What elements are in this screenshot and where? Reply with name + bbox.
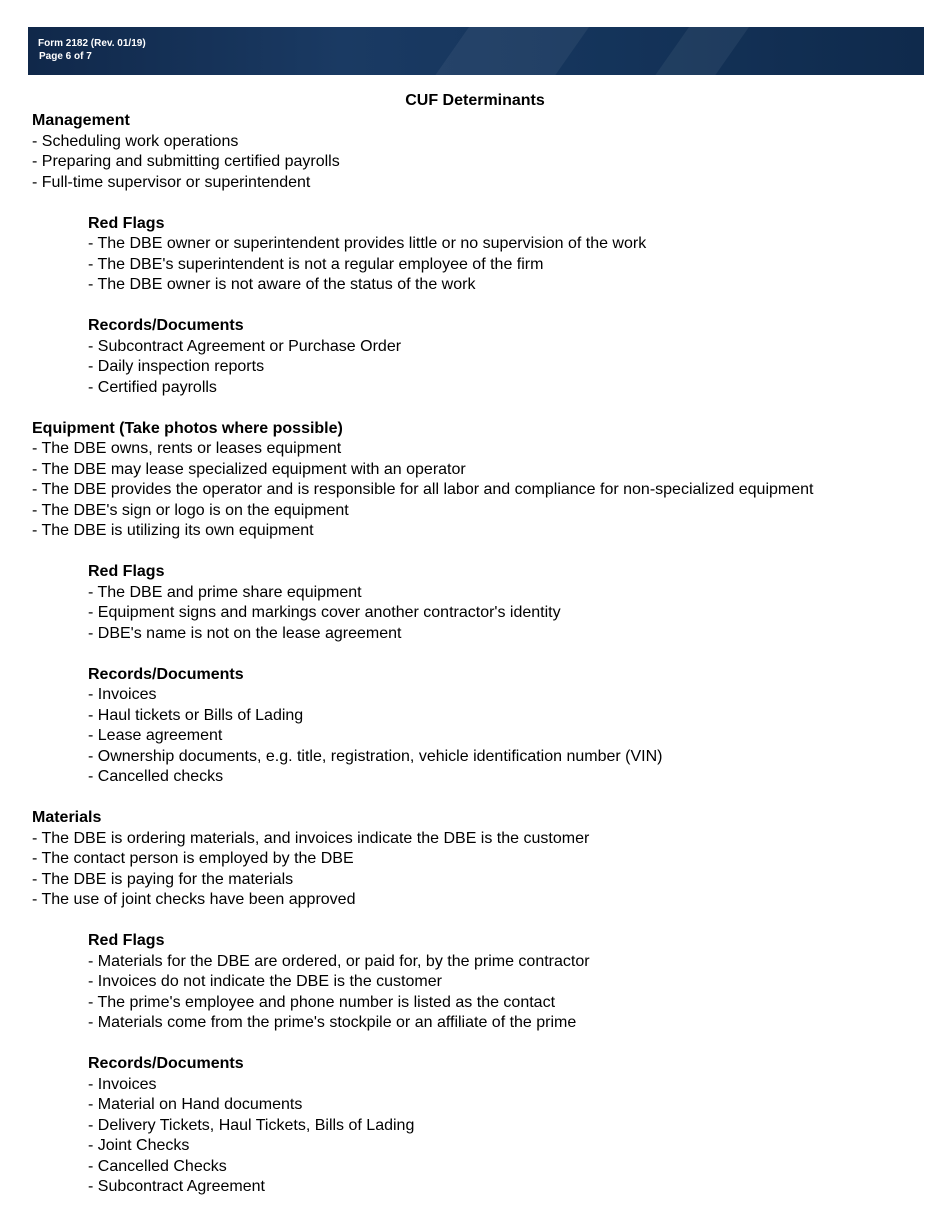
page-title: CUF Determinants (405, 92, 545, 109)
form-number: Form 2182 (Rev. 01/19) (38, 38, 146, 49)
banner-decoration (633, 27, 763, 75)
records-documents-block (32, 665, 932, 788)
section-heading: Materials (32, 809, 102, 826)
list-item: - The prime's employee and phone number is listed as the contact (88, 993, 556, 1011)
list-item: - Delivery Tickets, Haul Tickets, Bills of Lading (88, 1116, 415, 1134)
page-number: Page 6 of 7 (39, 51, 92, 62)
list-item: - Invoices (88, 1075, 157, 1093)
form-header-banner (28, 27, 924, 75)
list-item: - Material on Hand documents (88, 1096, 303, 1113)
list-item: - Invoices (88, 686, 157, 703)
records-documents-heading: Records/Documents (88, 665, 244, 683)
red-flags-heading: Red Flags (88, 214, 165, 232)
records-documents-heading: Records/Documents (88, 1055, 244, 1072)
list-item: - Subcontract Agreement (88, 1178, 265, 1195)
document-body (32, 111, 932, 1218)
banner-decoration (413, 27, 603, 75)
list-item: - The DBE's superintendent is not a regular employee of the firm (88, 255, 544, 273)
red-flags-block (32, 931, 932, 1034)
list-item: - Scheduling work operations (32, 132, 239, 150)
list-item: - Cancelled checks (88, 768, 224, 785)
list-item: - Haul tickets or Bills of Lading (88, 706, 304, 724)
red-flags-heading: Red Flags (88, 563, 165, 580)
list-item: - Cancelled Checks (88, 1157, 227, 1175)
list-item: - Preparing and submitting certified payrolls (32, 153, 340, 170)
list-item: - The DBE's sign or logo is on the equipment (32, 501, 349, 519)
list-item: - Materials for the DBE are ordered, or paid for, by the prime contractor (88, 952, 590, 970)
list-item: - Ownership documents, e.g. title, registration, vehicle identification number (VIN) (88, 747, 663, 765)
list-item: - The DBE is paying for the materials (32, 870, 294, 888)
list-item: - Daily inspection reports (88, 358, 265, 375)
list-item: - Subcontract Agreement or Purchase Order (88, 337, 402, 355)
list-item: - The DBE owns, rents or leases equipment (32, 440, 342, 457)
list-item: - The DBE owner or superintendent provides little or no supervision of the work (88, 235, 647, 252)
section-block (32, 419, 932, 542)
section-block (32, 808, 932, 911)
red-flags-heading: Red Flags (88, 932, 165, 949)
red-flags-block (32, 214, 932, 296)
red-flags-block (32, 562, 932, 644)
list-item: - The DBE owner is not aware of the status of the work (88, 276, 476, 293)
section-block (32, 111, 932, 193)
records-documents-block (32, 1054, 932, 1198)
list-item: - Lease agreement (88, 727, 223, 744)
records-documents-heading: Records/Documents (88, 317, 244, 334)
list-item: - DBE's name is not on the lease agreement (88, 624, 402, 642)
list-item: - Invoices do not indicate the DBE is the customer (88, 973, 442, 990)
list-item: - The DBE provides the operator and is responsible for all labor and compliance for non-specialized equipment (32, 481, 814, 498)
list-item: - The DBE and prime share equipment (88, 583, 362, 601)
list-item: - The DBE is ordering materials, and invoices indicate the DBE is the customer (32, 829, 590, 847)
records-documents-block (32, 316, 932, 398)
list-item: - Full-time supervisor or superintendent (32, 173, 311, 191)
list-item: - The DBE is utilizing its own equipment (32, 522, 314, 539)
list-item: - The DBE may lease specialized equipment with an operator (32, 460, 466, 478)
list-item: - The contact person is employed by the DBE (32, 850, 354, 867)
list-item: - The use of joint checks have been approved (32, 891, 356, 908)
list-item: - Joint Checks (88, 1137, 190, 1154)
section-heading: Management (32, 112, 130, 129)
list-item: - Materials come from the prime's stockpile or an affiliate of the prime (88, 1014, 577, 1031)
section-heading: Equipment (Take photos where possible) (32, 419, 343, 437)
list-item: - Certified payrolls (88, 378, 217, 396)
list-item: - Equipment signs and markings cover another contractor's identity (88, 604, 561, 621)
